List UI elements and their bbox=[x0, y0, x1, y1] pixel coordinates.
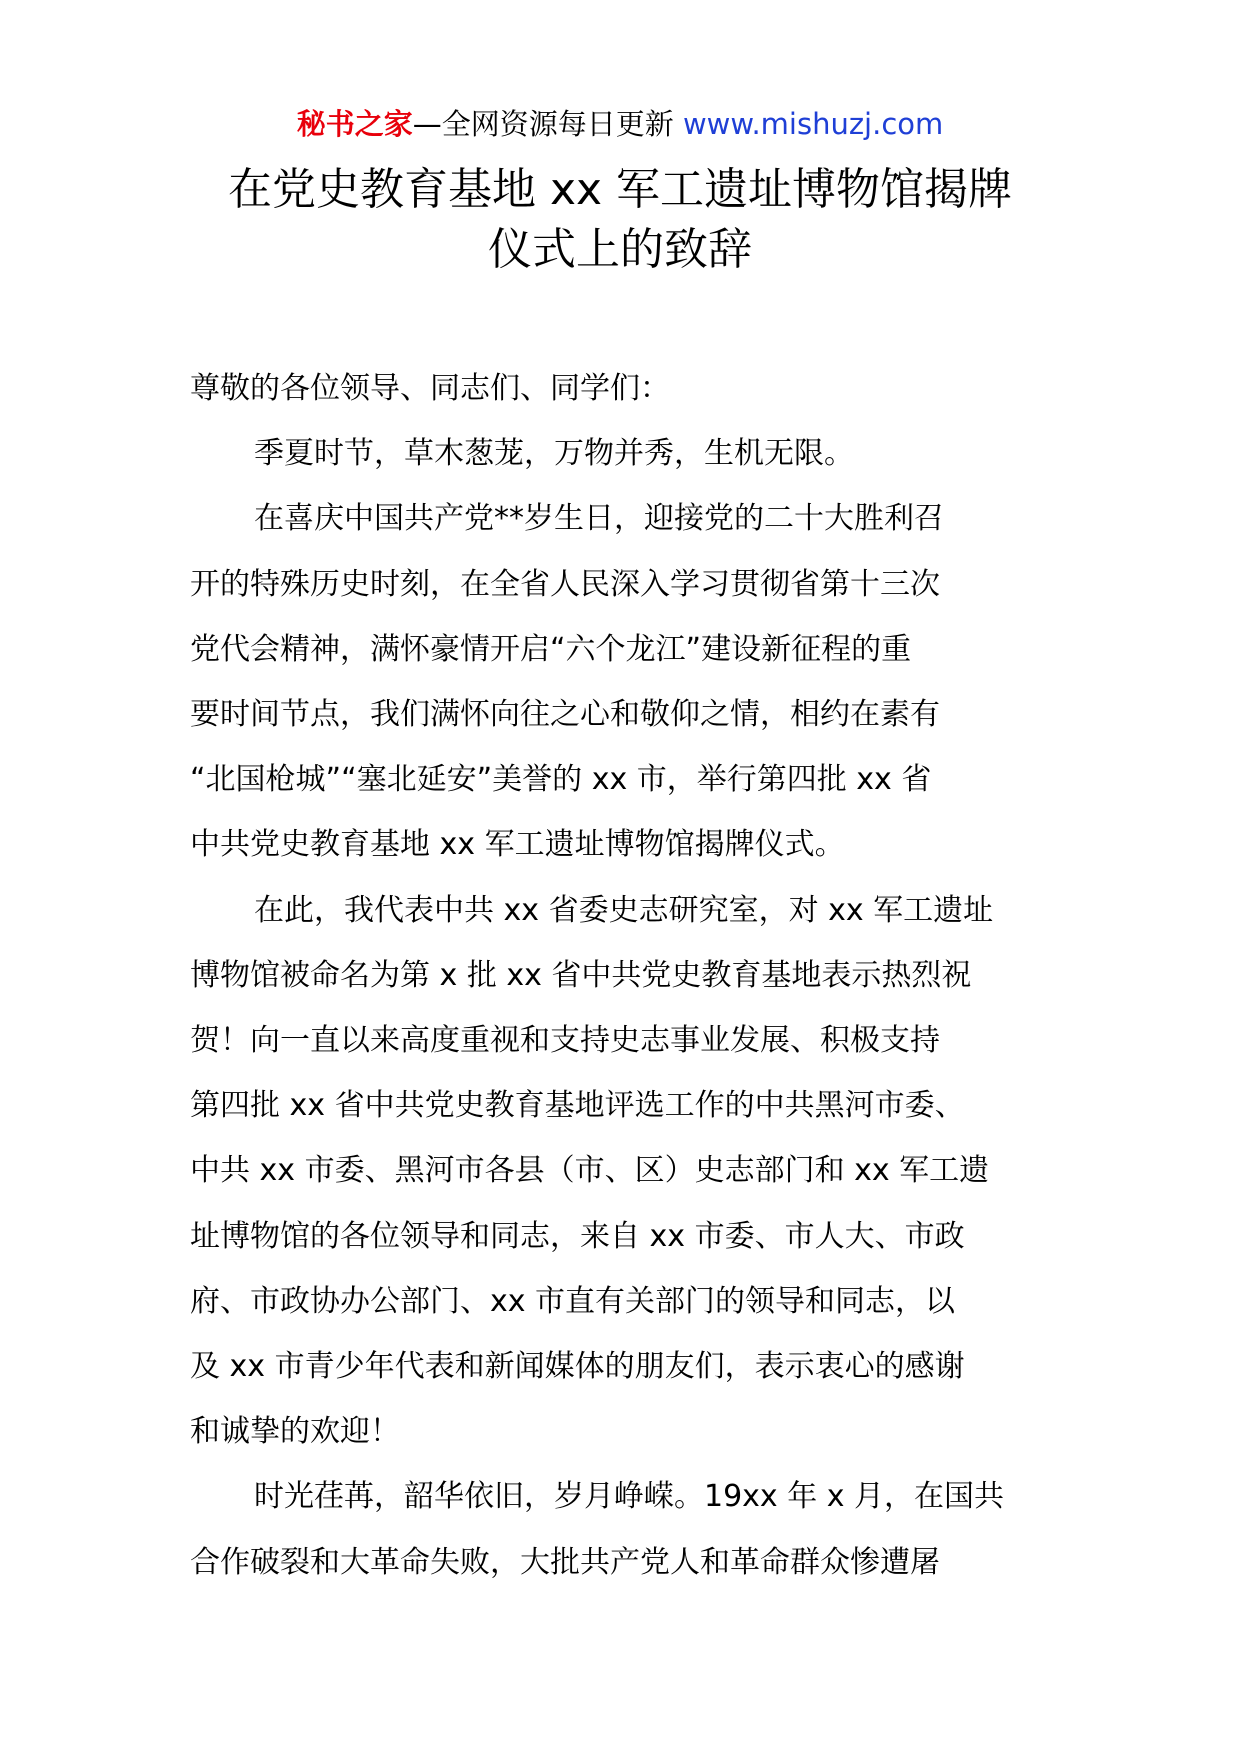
paragraph-line: 要时间节点，我们满怀向往之心和敬仰之情，相约在素有 bbox=[190, 697, 940, 733]
paragraph-line: 季夏时节，草木葱茏，万物并秀，生机无限。 bbox=[254, 436, 854, 472]
paragraph-line: 和诚挚的欢迎！ bbox=[190, 1414, 400, 1450]
paragraph-line: 党代会精神，满怀豪情开启“六个龙江”建设新征程的重 bbox=[190, 631, 912, 667]
paragraph-line: 时光荏苒，韶华依旧，岁月峥嵘。19xx 年 x 月，在国共 bbox=[254, 1479, 1005, 1515]
paragraph-line: 贺！向一直以来高度重视和支持史志事业发展、积极支持 bbox=[190, 1023, 940, 1059]
paragraph-3 bbox=[190, 878, 1065, 1465]
paragraph-line: 及 xx 市青少年代表和新闻媒体的朋友们，表示衷心的感谢 bbox=[190, 1349, 965, 1385]
paragraph-4 bbox=[190, 1464, 1065, 1594]
salutation-line: 尊敬的各位领导、同志们、同学们： bbox=[190, 371, 670, 406]
paragraph-line: 博物馆被命名为第 x 批 xx 省中共党史教育基地表示热烈祝 bbox=[190, 957, 972, 993]
paragraph-line: 址博物馆的各位领导和同志，来自 xx 市委、市人大、市政 bbox=[190, 1218, 965, 1254]
paragraph-line: 第四批 xx 省中共党史教育基地评选工作的中共黑河市委、 bbox=[190, 1088, 965, 1124]
title-line-2: 仪式上的致辞 bbox=[488, 224, 752, 275]
paragraph-line: “北国枪城”“塞北延安”美誉的 xx 市，举行第四批 xx 省 bbox=[190, 762, 932, 798]
paragraph-1 bbox=[190, 421, 1065, 486]
site-header bbox=[0, 104, 1240, 144]
paragraph-line: 开的特殊历史时刻，在全省人民深入学习贯彻省第十三次 bbox=[190, 566, 940, 602]
site-url[interactable]: www.mishuzj.com bbox=[682, 107, 944, 141]
paragraph-line: 合作破裂和大革命失败，大批共产党人和革命群众惨遭屠 bbox=[190, 1544, 940, 1580]
header-tagline: —全网资源每日更新 bbox=[412, 107, 683, 141]
paragraph-line: 府、市政协办公部门、xx 市直有关部门的领导和同志，以 bbox=[190, 1283, 956, 1319]
paragraph-line: 中共 xx 市委、黑河市各县（市、区）史志部门和 xx 军工遗 bbox=[190, 1153, 990, 1189]
paragraph-line: 在喜庆中国共产党**岁生日，迎接党的二十大胜利召 bbox=[254, 501, 944, 537]
document-body bbox=[190, 356, 1065, 1595]
brand-name: 秘书之家 bbox=[296, 107, 413, 141]
salutation bbox=[190, 356, 1065, 421]
title-line-1: 在党史教育基地 xx 军工遗址博物馆揭牌 bbox=[227, 164, 1013, 215]
paragraph-line: 中共党史教育基地 xx 军工遗址博物馆揭牌仪式。 bbox=[190, 827, 845, 863]
document-title bbox=[150, 160, 1090, 280]
paragraph-2 bbox=[190, 486, 1065, 877]
paragraph-line: 在此，我代表中共 xx 省委史志研究室，对 xx 军工遗址 bbox=[254, 892, 994, 928]
